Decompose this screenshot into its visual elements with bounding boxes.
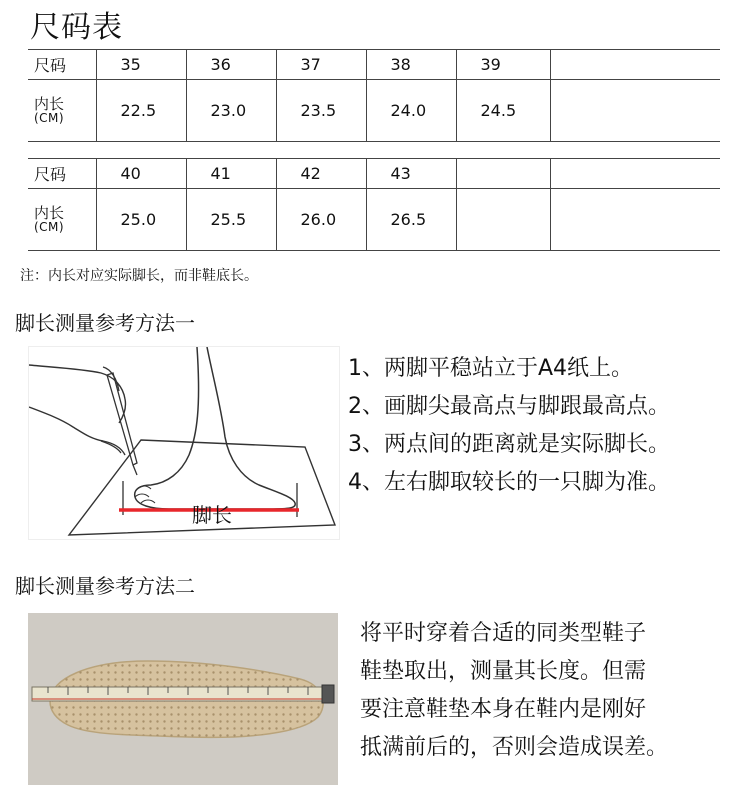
length-cell bbox=[550, 80, 720, 142]
size-cell: 42 bbox=[276, 159, 366, 189]
size-cell: 38 bbox=[366, 50, 456, 80]
method2-text bbox=[360, 615, 700, 767]
length-label-cell bbox=[28, 189, 96, 251]
length-cell: 25.0 bbox=[96, 189, 186, 251]
list-item: 3、两点间的距离就是实际脚长。 bbox=[348, 432, 670, 457]
list-item: 2、画脚尖最高点与脚跟最高点。 bbox=[348, 394, 670, 419]
foot-measure-diagram bbox=[28, 346, 340, 540]
method1-title: 脚长测量参考方法一 bbox=[15, 311, 195, 335]
length-cell: 24.0 bbox=[366, 80, 456, 142]
insole-measure-photo bbox=[28, 613, 338, 785]
size-note: 注：内长对应实际脚长，而非鞋底长。 bbox=[20, 268, 258, 284]
size-cell: 39 bbox=[456, 50, 550, 80]
method1-steps bbox=[348, 350, 670, 502]
size-cell: 40 bbox=[96, 159, 186, 189]
size-cell: 36 bbox=[186, 50, 276, 80]
list-item: 1、两脚平稳站立于A4纸上。 bbox=[348, 356, 634, 381]
size-cell: 41 bbox=[186, 159, 276, 189]
size-cell: 35 bbox=[96, 50, 186, 80]
length-cell bbox=[550, 189, 720, 251]
insole-photo-icon bbox=[28, 613, 338, 785]
method2-line: 要注意鞋垫本身在鞋内是刚好 bbox=[360, 697, 647, 722]
method2-title: 脚长测量参考方法二 bbox=[15, 574, 195, 598]
length-label: 内长 bbox=[34, 203, 65, 222]
size-table-1 bbox=[28, 50, 720, 142]
length-cell: 26.0 bbox=[276, 189, 366, 251]
length-unit: (CM) bbox=[34, 219, 65, 234]
length-label-cell bbox=[28, 80, 96, 142]
size-label: 尺码 bbox=[28, 50, 96, 80]
size-cell bbox=[550, 159, 720, 189]
size-cell bbox=[456, 159, 550, 189]
page-title: 尺码表 bbox=[30, 10, 123, 45]
size-table-2 bbox=[28, 158, 720, 251]
table-row bbox=[28, 80, 720, 142]
length-cell: 23.0 bbox=[186, 80, 276, 142]
table-row bbox=[28, 50, 720, 80]
length-cell: 24.5 bbox=[456, 80, 550, 142]
method2-line: 鞋垫取出，测量其长度。但需 bbox=[360, 659, 647, 684]
foot-drawing-icon bbox=[29, 347, 339, 539]
size-cell: 37 bbox=[276, 50, 366, 80]
length-cell: 23.5 bbox=[276, 80, 366, 142]
table-row bbox=[28, 189, 720, 251]
method2-line: 将平时穿着合适的同类型鞋子 bbox=[360, 621, 647, 646]
size-cell bbox=[550, 50, 720, 80]
length-cell: 22.5 bbox=[96, 80, 186, 142]
length-label: 内长 bbox=[34, 94, 65, 113]
length-cell: 26.5 bbox=[366, 189, 456, 251]
list-item: 4、左右脚取较长的一只脚为准。 bbox=[348, 470, 670, 495]
length-cell: 25.5 bbox=[186, 189, 276, 251]
length-cell bbox=[456, 189, 550, 251]
foot-length-label: 脚长 bbox=[192, 503, 232, 527]
table-row bbox=[28, 159, 720, 189]
length-unit: (CM) bbox=[34, 110, 65, 125]
size-cell: 43 bbox=[366, 159, 456, 189]
size-label: 尺码 bbox=[28, 159, 96, 189]
method2-line: 抵满前后的，否则会造成误差。 bbox=[360, 735, 669, 760]
